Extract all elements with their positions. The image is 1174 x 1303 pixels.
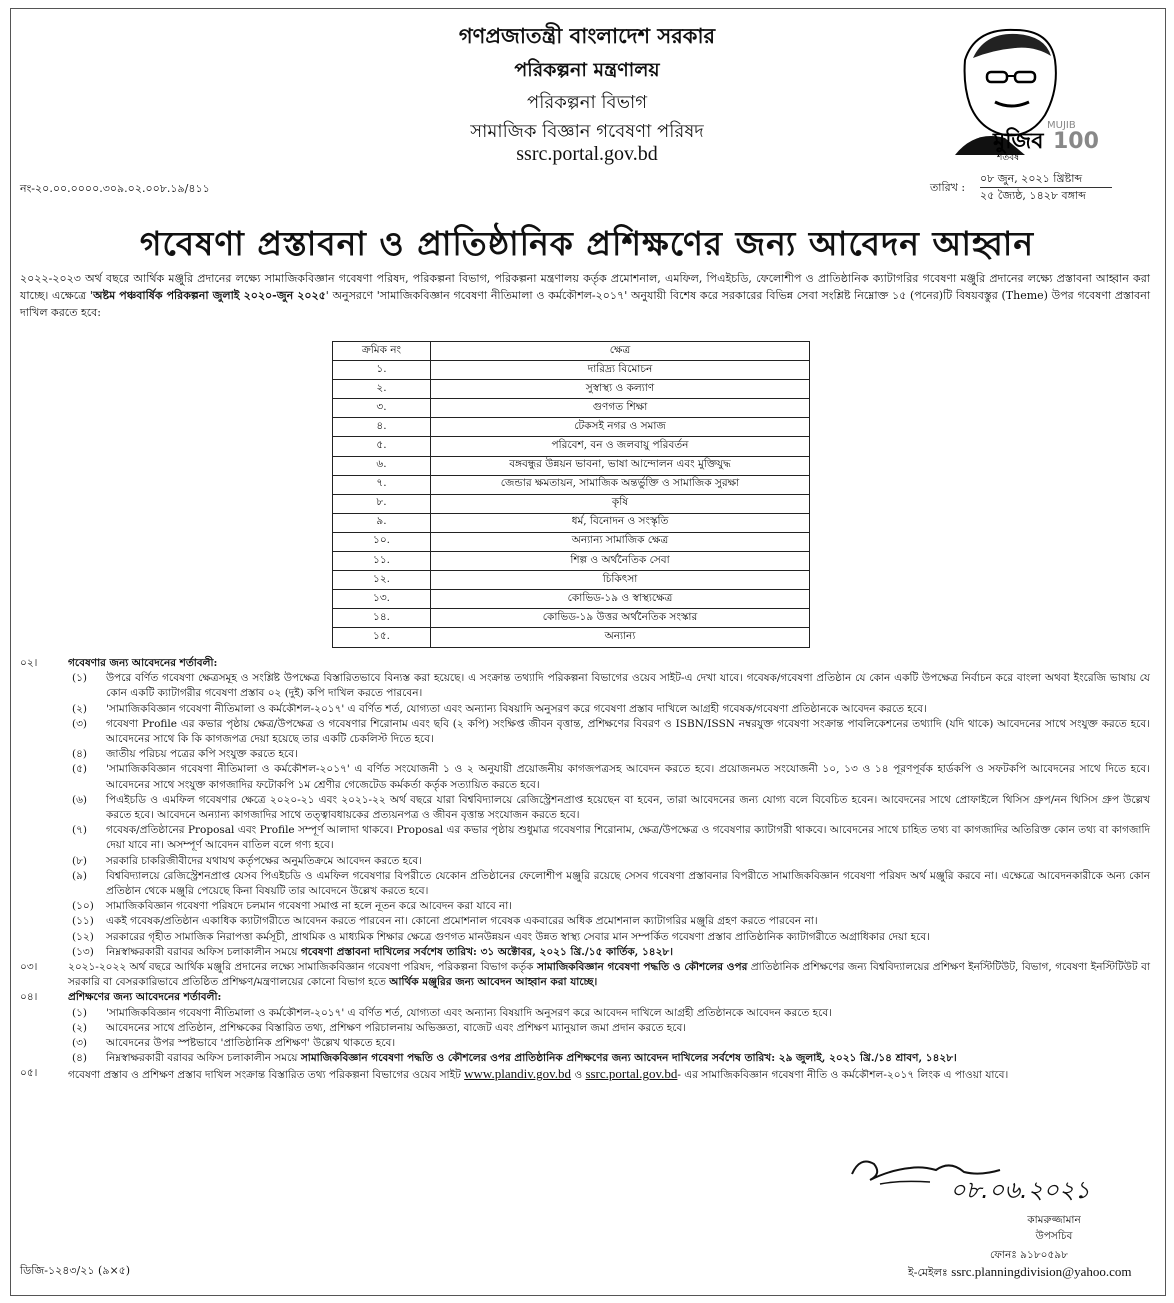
table-row [333,532,810,551]
item-number: (৮) [72,854,88,867]
table-row [333,418,810,437]
table-row [333,437,810,456]
plandiv-link[interactable]: www.plandiv.gov.bd [464,1066,572,1082]
table-row [333,494,810,513]
item-text: 'সামাজিকবিজ্ঞান গবেষণা নীতিমালা ও কর্মকৌশল-২০১৭' এ বর্ণিত সংযোজনী ১ ও ২ অনুযায়ী প্রয়োজনীয় কাগজপত্রসহ আবেদন করতে হবে। প্রয়োজনমত সংযোজনী ১০, ১৩ ও ১৪ পূরণপূর্বক হার্ডকপি ও সফটকপি আবেদনের সাথে দিতে হবে। আবেদনের সাথে সংযুক্ত কাগজাদির ফটোকপি ১ম শ্রেণীর গেজেটেড কর্মকর্তা কর্তৃক সত্যায়িত করতে হবে। [106,763,1150,791]
item-text: জাতীয় পরিচয় পত্রের কপি সংযুক্ত করতে হবে। [106,748,298,761]
themes-table [332,341,810,648]
list-item [20,717,1150,747]
item-number: (১২) [72,930,94,943]
table-row [333,571,810,590]
item-number: (১) [72,1006,88,1019]
notice-title: গবেষণা প্রস্তাবনা ও প্রাতিষ্ঠানিক প্রশিক্ষণের জন্য আবেদন আহ্বান [139,224,1035,263]
field-cell: সুস্বাস্থ্য ও কল্যাণ [431,380,810,399]
item-number: (৪) [72,748,88,761]
item-number: (৪) [72,1052,88,1065]
item-text: নিম্নস্বাক্ষরকারী বরাবর অফিস চলাকালীন সময়ে [106,945,301,958]
ministry-name: পরিকল্পনা মন্ত্রণালয় [514,59,660,81]
col-header-field: ক্ষেত্র [431,342,810,361]
item-text: 'সামাজিকবিজ্ঞান গবেষণা নীতিমালা ও কর্মকৌশল-২০১৭' এ বর্ণিত শর্ত, যোগ্যতা এবং অন্যান্য বিষয়াদি অনুসরণ করে আবেদন দাখিলে আগ্রহী প্রতিষ্ঠানকে আবেদন করতে হবে। [106,1006,832,1019]
website-header: ssrc.portal.gov.bd [516,143,658,165]
ssrc-portal-link[interactable]: ssrc.portal.gov.bd [585,1066,678,1082]
signatory-designation: উপসচিব [1035,1230,1073,1242]
item-number: (২) [72,702,88,715]
serial-cell: ১০. [333,532,431,551]
intro-bold: অষ্টম পঞ্চবার্ষিক পরিকল্পনা জুলাই ২০২০-জুন ২০২৫ [92,289,326,302]
table-row [333,380,810,399]
list-item [20,671,1150,701]
field-cell: চিকিৎসা [431,571,810,590]
field-cell: দারিদ্র্য বিমোচন [431,361,810,380]
section-2 [20,656,1150,1084]
item-number: (২) [72,1021,88,1034]
s3-text-1: ২০২১-২০২২ অর্থ বছরে আর্থিক মঞ্জুরি প্রদানের লক্ষ্যে সামাজিকবিজ্ঞান গবেষণা পরিষদ, পরিকল্পনা বিভাগ কর্তৃক [68,961,537,974]
serial-cell: ১৫. [333,628,431,647]
item-text: 'সামাজিকবিজ্ঞান গবেষণা নীতিমালা ও কর্মকৌশল-২০১৭' এ বর্ণিত শর্ত, যোগ্যতা এবং অন্যান্য বিষয়াদি অনুসরণ করে গবেষণা প্রস্তাব দাখিলে আগ্রহী গবেষক/গবেষণা প্রতিষ্ঠানকে আবেদন করতে হবে। [106,702,927,715]
date-gregorian: ০৮ জুন, ২০২১ খ্রিষ্টাব্দ [980,171,1112,188]
item-text: গবেষণা Profile এর কভার পৃষ্ঠায় ক্ষেত্র/উপক্ষেত্র ও গবেষণার শিরোনাম এবং ছবি (২ কপি) সংক্ষিপ্ত জীবন বৃত্তান্ত, প্রশিক্ষণের বিবরণ ও ISBN/ISSN নম্বরযুক্ত গবেষণা সংক্রান্ত পাবলিকেশনের তথ্যাদি (যদি থাকে) আবেদনের সাথে সংযুক্ত করতে হবে। আবেদনের সাথে কি কি কাগজপত্র দেয়া হয়েছে তার একটি চেকলিস্ট দিতে হবে। [106,717,1150,746]
mujib-100-logo [935,20,1105,160]
item-text: বিশ্ববিদ্যালয়ে রেজিস্ট্রেশনপ্রাপ্ত যেসব পিএইচডি ও এমফিল গবেষণার বিপরীতে যেকোন প্রতিষ্ঠানের ফেলোশীপ মঞ্জুরি রয়েছে সেসব গবেষণা প্রস্তাবনার বিপরীতে সামাজিকবিজ্ঞান গবেষণা পরিষদ অর্থ মঞ্জুরি করবে না। এক্ষেত্রে আবেদনকারীকে অন্য কোন প্রতিষ্ঠান থেকে মঞ্জুরি পেয়েছে কিনা বিষয়টি তার আবেদনে উল্লেখ করতে হবে। [106,869,1150,898]
serial-cell: ৬. [333,456,431,475]
item-text: সরকারি চাকরিজীবীদের যথাযথ কর্তৃপক্ষের অনুমতিক্রমে আবেদন করতে হবে। [106,854,422,867]
item-number: (১৩) [72,945,94,958]
item-number: (৩) [72,1037,88,1050]
handwritten-signature [840,1150,1130,1206]
email-line [908,1264,1132,1283]
list-item [20,899,1150,914]
item-number: (১) [72,672,88,685]
s5-text-3: - এর সামাজিকবিজ্ঞান গবেষণা নীতি ও কর্মকৌশল-২০১৭ লিংক এ পাওয়া যাবে। [677,1069,1009,1082]
item-text: সামাজিকবিজ্ঞান গবেষণা পরিষদে চলমান গবেষণা সমাপ্ত না হলে নূতন করে আবেদন করা যাবে না। [106,900,513,913]
item-text: পিএইচডি ও এমফিল গবেষণার ক্ষেত্রে ২০২০-২১ এবং ২০২১-২২ অর্থ বছরে যারা বিশ্ববিদ্যালয়ে রেজিস্ট্রেশনপ্রাপ্ত হয়েছেন বা হবেন, তারা আবেদনের জন্য যোগ্য বলে বিবেচিত হবেন। আবেদনের সাথে প্রোফাইলে থিসিস গ্রুপ/নন থিসিস গ্রুপ উল্লেখ করতে হবে। আবেদনে অন্যান্য কাগজাদির সাথে তত্ত্বাবধায়কের প্রত্যয়নপত্র ও জীবন বৃত্তান্ত সংযোজন করতে হবে। [106,793,1150,822]
s3-bold-2: আর্থিক মঞ্জুরির জন্য আবেদন আহ্বান করা যাচ্ছে। [389,976,598,989]
table-row [333,361,810,380]
signatory-block [1004,1212,1104,1244]
list-item [20,914,1150,929]
email-address[interactable]: ssrc.planningdivision@yahoo.com [951,1264,1132,1279]
logo-mujib-en: MUJIB [1047,120,1076,131]
intro-paragraph [20,270,1150,321]
serial-cell: ১৪. [333,609,431,628]
field-cell: গুণগত শিক্ষা [431,399,810,418]
item-number: (১১) [72,915,94,928]
council-name: সামাজিক বিজ্ঞান গবেষণা পরিষদ [470,121,704,142]
field-cell: টেকসই নগর ও সমাজ [431,418,810,437]
serial-cell: ৫. [333,437,431,456]
list-item [20,702,1150,717]
item-text: সরকারের গৃহীত সামাজিক নিরাপত্তা কর্মসূচী, প্রাথমিক ও মাধ্যমিক শিক্ষার ক্ষেত্রে গুণগত মানউন্নয়ন এবং উন্নত স্বাস্থ্য সেবার মান সম্পর্কিত গবেষণা প্রস্তাব প্রাতিষ্ঠানিক ক্যাটাগরীতে অগ্রাধিকার দেয়া হবে। [106,930,930,943]
logo-mujib-bn: মুজিব [993,129,1044,154]
list-item [20,869,1150,899]
section-number: ০৩। [20,961,38,974]
intro-text-1: ২০২২-২০২৩ অর্থ বছরে আর্থিক মঞ্জুরি প্রদানের লক্ষ্যে সামাজিকবিজ্ঞান গবেষণা পরিষদ, পরিকল্পনা বিভাগ, পরিকল্পনা মন্ত্রণালয় কর্তৃক প্রমোশনাল, এমফিল, পিএইচডি, ফেলোশীপ ও প্রাতিষ্ঠানিক ক্যাটাগরির গবেষণা মঞ্জুরি প্রদানের লক্ষ্যে প্রস্তাবনা আহ্বান করা যাচ্ছে। এক্ষেত্রে ' [20,272,1150,302]
govt-name: গণপ্রজাতন্ত্রী বাংলাদেশ সরকার [458,23,716,48]
item-text: আবেদনের সাথে প্রতিষ্ঠান, প্রশিক্ষকের বিস্তারিত তথ্য, প্রশিক্ষণ পরিচালনায় অভিজ্ঞতা, বাজেট এবং প্রশিক্ষণ ম্যানুয়াল জমা প্রদান করতে হবে। [106,1021,687,1034]
item-number: (৭) [72,824,88,837]
section-3 [20,960,1150,990]
table-header-row [333,342,810,361]
field-cell: পরিবেশ, বন ও জলবায়ু পরিবর্তন [431,437,810,456]
item-text: উপরে বর্ণিত গবেষণা ক্ষেত্রসমূহ ও সংশ্লিষ্ট উপক্ষেত্র বিস্তারিতভাবে বিন্যস্ত করা হয়েছে। এ সংক্রান্ত তথ্যাদি পরিকল্পনা বিভাগের ওয়েব সাইট-এ দেখা যাবে। গবেষক/গবেষণা প্রতিষ্ঠান যে কোন একটি উপক্ষেত্র নির্বাচন করে বাংলা অথবা ইংরেজি ভাষায় যে কোন একটি ক্যাটাগরীর গবেষণা প্রস্তাব ০২ (দুই) কপি দাখিল করতে পারবেন। [106,672,1150,700]
list-item [20,1006,1150,1021]
serial-cell: ১২. [333,571,431,590]
serial-cell: ১১. [333,552,431,571]
intro-text-2: ' অনুসরণে 'সামাজিকবিজ্ঞান গবেষণা নীতিমালা ও কর্মকৌশল-২০১৭' অনুযায়ী বিশেষ করে সরকারের বিভিন্ন সেবা সংশ্লিষ্ট নিম্নোক্ত ১৫ (পনের)টি বিষয়বস্তুর (Theme) উপর গবেষণা প্রস্তাবনা দাখিল করতে হবে: [20,289,1151,319]
date-label: তারিখ : [930,181,966,194]
section-number: ০৪। [20,991,38,1004]
list-item [20,945,1150,960]
date-block [980,171,1112,204]
field-cell: কোভিড-১৯ উত্তর অর্থনৈতিক সংস্কার [431,609,810,628]
field-cell: কৃষি [431,494,810,513]
field-cell: অন্যান্য [431,628,810,647]
serial-cell: ১. [333,361,431,380]
list-item [20,930,1150,945]
s5-text-2: ও [571,1069,586,1082]
item-number: (৫) [72,763,88,776]
item-number: (৯) [72,869,88,882]
division-name: পরিকল্পনা বিভাগ [527,92,647,113]
signature-date: ০৮.০৬.২০২১ [950,1176,1091,1204]
section-number: ০২। [20,657,38,669]
serial-cell: ৮. [333,494,431,513]
item-bold-deadline: সামাজিকবিজ্ঞান গবেষণা পদ্ধতি ও কৌশলের ওপর প্রাতিষ্ঠানিক প্রশিক্ষণের জন্য আবেদন দাখিলের সর্বশেষ তারিখ: ২৯ জুলাই, ২০২১ খ্রি./১৪ শ্রাবণ, ১৪২৮। [300,1052,957,1065]
item-text: আবেদনের উপর স্পষ্টভাবে 'প্রাতিষ্ঠানিক প্রশিক্ষণ' উল্লেখ থাকতে হবে। [106,1037,396,1050]
s3-bold-1: সামাজিকবিজ্ঞান গবেষণা পদ্ধতি ও কৌশলের ওপর [536,961,748,974]
section-heading: গবেষণার জন্য আবেদনের শর্তাবলী: [68,657,218,669]
field-cell: জেন্ডার ক্ষমতায়ন, সামাজিক অন্তর্ভুক্তি ও সামাজিক সুরক্ষা [431,475,810,494]
serial-cell: ১৩. [333,590,431,609]
table-row [333,552,810,571]
logo-shotoborsho: শতবর্ষ [997,153,1020,160]
list-item [20,762,1150,792]
section-number: ০৫। [20,1067,38,1080]
serial-cell: ৪. [333,418,431,437]
table-row [333,609,810,628]
field-cell: ধর্ম, বিনোদন ও সংস্কৃতি [431,513,810,532]
signatory-name: কামরুজ্জামান [1027,1214,1081,1226]
field-cell: বঙ্গবন্ধুর উন্নয়ন ভাবনা, ভাষা আন্দোলন এবং মুক্তিযুদ্ধ [431,456,810,475]
section-heading: প্রশিক্ষণের জন্য আবেদনের শর্তাবলী: [68,991,222,1004]
phone-number: ফোনঃ ৯১৮০৫৯৮ [990,1249,1068,1261]
logo-100: 100 [1053,129,1099,154]
s3-text-2: প্রাতিষ্ঠানিক প্রশিক্ষণের জন্য বিশ্ববিদ্যালয়ের প্রশিক্ষণ ইনস্টিটিউট, বিভাগ, গবেষণা ইনস্টিটিউট বা সরকারি বা বেসরকারিভাবে প্রতিষ্ঠিত প্রশিক্ষণ/মন্ত্রণালয়ের কোনো বিভাগ হতে [68,961,1150,989]
field-cell: শিল্প ও অর্থনৈতিক সেবা [431,552,810,571]
col-header-serial: ক্রমিক নং [333,342,431,361]
list-item [20,854,1150,869]
section-5 [20,1066,1150,1083]
table-row [333,513,810,532]
item-number: (৬) [72,793,88,806]
field-cell: অন্যান্য সামাজিক ক্ষেত্র [431,532,810,551]
list-item [20,823,1150,853]
item-number: (৩) [72,717,88,730]
list-item [20,1021,1150,1036]
list-item [20,747,1150,762]
serial-cell: ৩. [333,399,431,418]
dg-code: ডিজি-১২৪৩/২১ (৯×৫) [20,1264,131,1277]
serial-cell: ৯. [333,513,431,532]
table-row [333,475,810,494]
item-text: নিম্নস্বাক্ষরকারী বরাবর অফিস চলাকালীন সময়ে [106,1052,301,1065]
table-row [333,628,810,647]
item-bold-deadline: গবেষণা প্রস্তাবনা দাখিলের সর্বশেষ তারিখ: ৩১ অক্টোবর, ২০২১ খ্রি./১৫ কার্তিক, ১৪২৮। [300,945,673,958]
item-text: গবেষক/প্রতিষ্ঠানের Proposal এবং Profile সম্পূর্ণ আলাদা থাকবে। Proposal এর কভার পৃষ্ঠায় শুধুমাত্র গবেষণার শিরোনাম, ক্ষেত্র/উপক্ষেত্র ও গবেষণার ক্যাটাগরী থাকবে। আবেদনের সাথে চাহিত তথ্য বা কাগজাদির অতিরিক্ত কোন তথ্য বা কাগজাদি দেয়া যাবে না। অসম্পূর্ণ আবেদন বাতিল বলে গণ্য হবে। [106,824,1150,852]
item-text: একই গবেষক/প্রতিষ্ঠান একাধিক ক্যাটাগরীতে আবেদন করতে পারবেন না। কোনো প্রমোশনাল গবেষক একবারের অধিক প্রমোশনাল ক্যাটাগরির মঞ্জুরি গ্রহণ করতে পারবেন না। [106,915,818,928]
table-row [333,590,810,609]
serial-cell: ৭. [333,475,431,494]
list-item [20,1036,1150,1051]
date-bengali: ২৫ জ্যৈষ্ঠ, ১৪২৮ বঙ্গাব্দ [980,189,1086,202]
list-item [20,793,1150,823]
serial-cell: ২. [333,380,431,399]
field-cell: কোভিড-১৯ ও স্বাস্থ্যক্ষেত্র [431,590,810,609]
email-label: ই-মেইলঃ [908,1266,952,1279]
table-row [333,399,810,418]
table-row [333,456,810,475]
item-number: (১০) [72,900,94,913]
memo-number: নং-২০.০০.০০০০.৩০৯.০২.০০৮.১৯/৪১১ [20,182,210,195]
s5-text-1: গবেষণা প্রস্তাব ও প্রশিক্ষণ প্রস্তাব দাখিল সংক্রান্ত বিস্তারিত তথ্য পরিকল্পনা বিভাগের ওয়েব সাইট [68,1069,465,1082]
list-item [20,1051,1150,1066]
